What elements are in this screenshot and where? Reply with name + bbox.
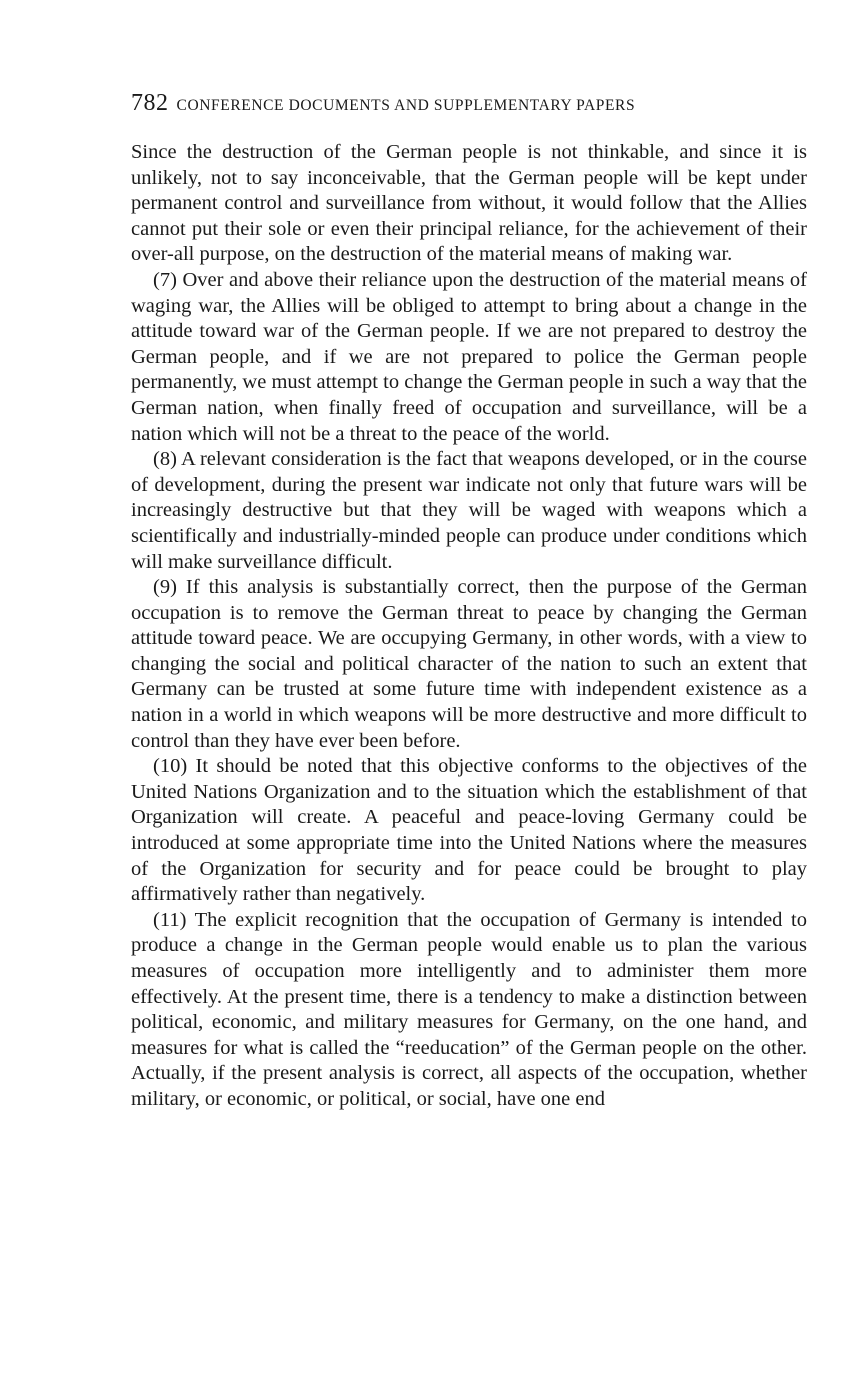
running-title: CONFERENCE DOCUMENTS AND SUPPLEMENTARY PAPERS bbox=[176, 97, 636, 114]
paragraph-11: (11) The explicit recognition that the occupation of Germany is intended to produce a change in the German people would enable us to plan the various measures of occupation more intelligently and to administer them more effectively. At the present time, there is a tendency to make a distinction between political, economic, and military measures for Germany, on the one hand, and measures for what is called the “reeducation” of the German people on the other. Actually, if the present analysis is correct, all aspects of the occupation, whether military, or economic, or political, or social, have one end bbox=[131, 908, 807, 1110]
paragraph-7: (7) Over and above their reliance upon the destruction of the material means of waging war, the Allies will be obliged to attempt to bring about a change in the attitude toward war of the German people. If we are not prepared to destroy the German people, and if we are not prepared to police the German people permanently, we must attempt to change the German people in such a way that the German nation, when finally freed of occupation and surveillance, will be a nation which will not be a threat to the peace of the world. bbox=[131, 268, 807, 445]
running-head bbox=[131, 90, 807, 120]
paragraph-9: (9) If this analysis is substantially correct, then the purpose of the German occupation is to remove the German threat to peace by changing the German attitude toward peace. We are occupying Germany, in other words, with a view to changing the social and political character of the nation to such an extent that Germany can be trusted at some future time with independent existence as a nation in a world in which weapons will be more destructive and more difficult to control than they have ever been before. bbox=[131, 576, 807, 752]
paragraph-8: (8) A relevant consideration is the fact that weapons developed, or in the course of development, during the present war indicate not only that future wars will be increasingly destructive but that they will be waged with weapons which a scientifically and industrially-minded people can produce under conditions which will make surveillance difficult. bbox=[131, 448, 807, 573]
body-text bbox=[131, 140, 807, 1113]
paragraph-10: (10) It should be noted that this objective conforms to the objectives of the United Nations Organization and to the situation which the establishment of that Organization will create. A peaceful and peace-loving Germany could be introduced at some appropriate time into the United Nations where the measures of the Organization for security and for peace could be brought to play affirmatively rather than negatively. bbox=[131, 755, 807, 906]
paragraph-continuation: Since the destruction of the German people is not thinkable, and since it is unlikely, not to say inconceivable, that the German people will be kept under permanent control and surveillance from without, it would follow that the Allies cannot put their sole or even their principal reliance, for the achievement of their over-all purpose, on the destruction of the material means of making war. bbox=[131, 141, 807, 266]
page-number: 782 bbox=[131, 90, 169, 116]
